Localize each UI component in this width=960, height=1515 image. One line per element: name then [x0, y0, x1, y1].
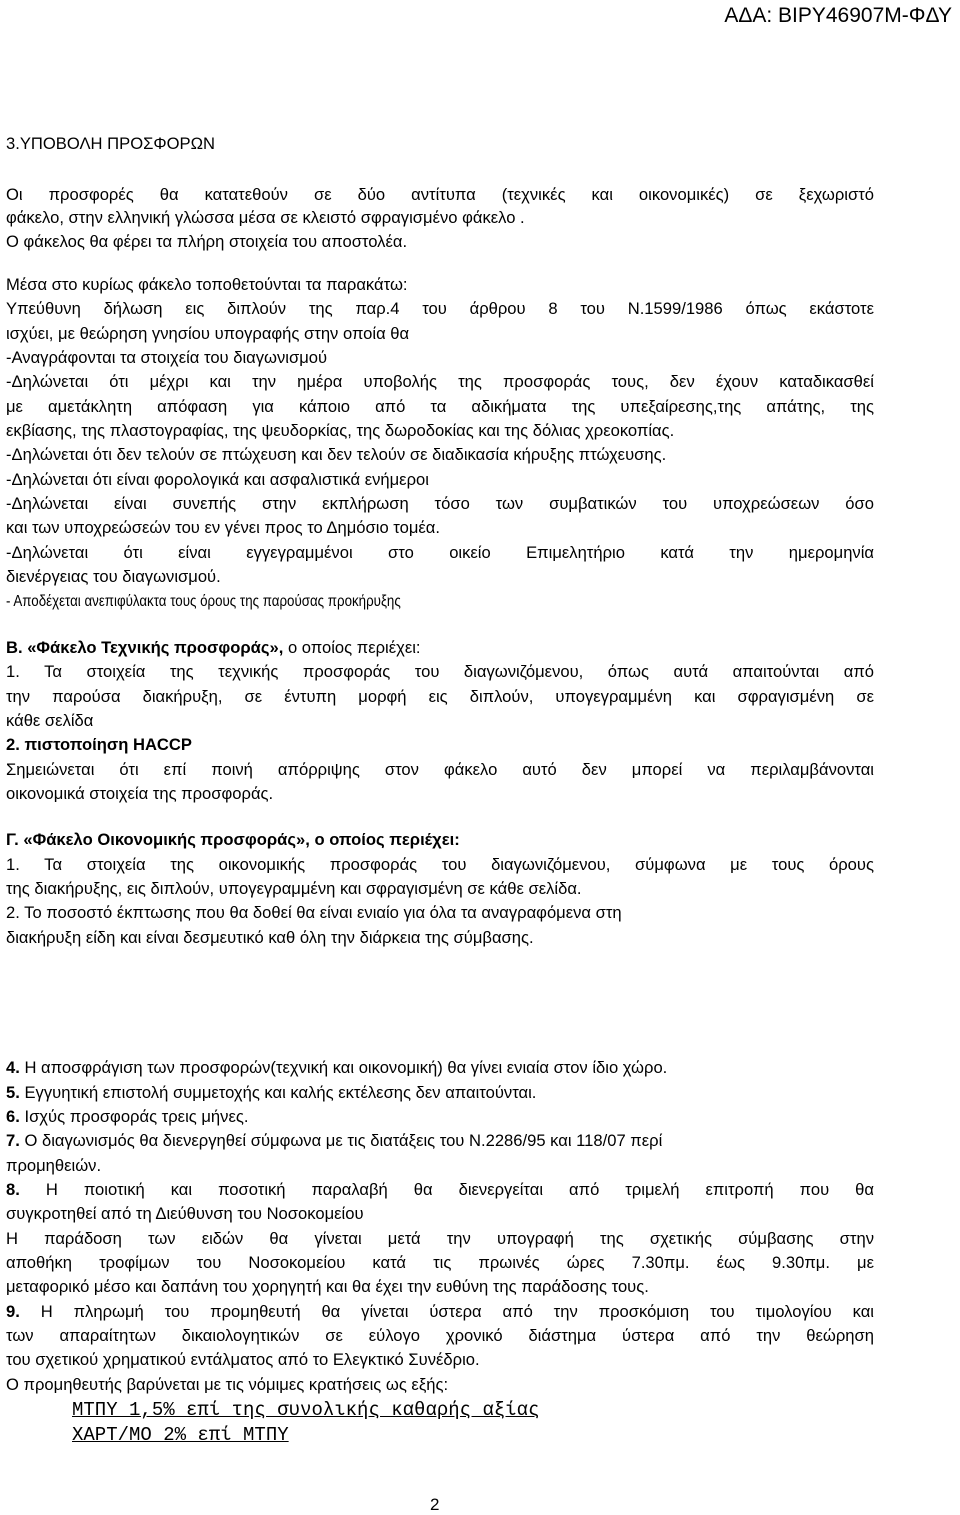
- text-line: την παρούσα διακήρυξη, σε έντυπη μορφή εις διπλούν, υπογεγραμμένη και σφραγισμένη σε: [6, 687, 874, 706]
- section-b-title-bold: Β. «Φάκελο Τεχνικής προσφοράς»,: [6, 638, 284, 657]
- ada-header: ΑΔΑ: ΒΙΡΥ46907Μ-ΦΔΥ: [724, 4, 952, 27]
- item-number: 4.: [6, 1058, 20, 1077]
- deduction-line: [72, 1399, 872, 1421]
- item-text: Ισχύς προσφοράς τρεις μήνες.: [19, 1107, 249, 1126]
- item-text: Η αποσφράγιση των προσφορών(τεχνική και οικονομική) θα γίνει ενιαία στον ίδιο χώρο.: [19, 1058, 668, 1077]
- item-number: 6.: [6, 1107, 20, 1126]
- section-title: 3.ΥΠΟΒΟΛΗ ΠΡΟΣΦΟΡΩΝ: [6, 134, 215, 153]
- section-g-title: Γ. «Φάκελο Οικονομικής προσφοράς», ο οποίος περιέχει:: [6, 830, 460, 849]
- text-line: -Αναγράφονται τα στοιχεία του διαγωνισμού: [6, 348, 328, 367]
- item-8: [6, 1179, 874, 1201]
- text-line: -Δηλώνεται ότι είναι εγγεγραμμένοι στο οικείο Επιμελητήριο κατά την ημερομηνία: [6, 543, 874, 562]
- text-line: διακήρυξη είδη και είναι δεσμευτικό καθ όλη την διάρκεια της σύμβασης.: [6, 928, 534, 947]
- item-text: Εγγυητική επιστολή συμμετοχής και καλής εκτέλεσης δεν απαιτούνται.: [19, 1083, 537, 1102]
- text-line: -Δηλώνεται ότι μέχρι και την ημέρα υποβολής της προσφοράς τους, δεν έχουν καταδικασθεί: [6, 372, 874, 391]
- item-number: 7.: [6, 1131, 20, 1150]
- page-number: 2: [430, 1495, 440, 1514]
- text-line: ισχύει, με θεώρηση γνησίου υπογραφής στην οποία θα: [6, 324, 410, 343]
- deduction-line: [72, 1424, 872, 1446]
- text-line: Σημειώνεται ότι επί ποινή απόρριψης στον φάκελο αυτό δεν μπορεί να περιλαμβάνονται: [6, 760, 874, 779]
- item-number: 5.: [6, 1083, 20, 1102]
- item-number: 8.: [6, 1180, 20, 1199]
- text-line: Υπεύθυνη δήλωση εις διπλούν της παρ.4 του άρθρου 8 του Ν.1599/1986 όπως εκάστοτε: [6, 299, 874, 318]
- text-line: με αμετάκλητη απόφαση για κάποιο από τα αδικήματα της υπεξαίρεσης,της απάτης, της: [6, 397, 874, 416]
- text-line: 2. Το ποσοστό έκπτωσης που θα δοθεί θα είναι ενιαίο για όλα τα αναγραφόμενα στη: [6, 903, 622, 922]
- item-5: [6, 1082, 874, 1104]
- text-line: οικονομικά στοιχεία της προσφοράς.: [6, 784, 274, 803]
- acceptance-line: - Αποδέχεται ανεπιφύλακτα τους όρους της παρούσας προκήρυξης: [6, 593, 401, 610]
- text-line: φάκελο, στην ελληνική γλώσσα μέσα σε κλειστό σφραγισμένο φάκελο .: [6, 208, 525, 227]
- text-line: Ο προμηθευτής βαρύνεται με τις νόμιμες κρατήσεις ως εξής:: [6, 1375, 449, 1394]
- section-b-title: [6, 637, 874, 659]
- text-line: -Δηλώνεται ότι δεν τελούν σε πτώχευση και δεν τελούν σε διαδικασία κήρυξης πτώχευσης.: [6, 445, 667, 464]
- text-line: αποθήκη τροφίμων του Νοσοκομείου κατά τις πρωινές ώρες 7.30πμ. έως 9.30πμ. με: [6, 1253, 874, 1272]
- text-line: Ο φάκελος θα φέρει τα πλήρη στοιχεία του αποστολέα.: [6, 232, 408, 251]
- deduction-mtpy: ΜΤΠΥ 1,5% επί της συνολικής καθαρής αξίας: [72, 1399, 540, 1421]
- text-line: Η παράδοση των ειδών θα γίνεται μετά την υπογραφή της σχετικής σύμβασης στην: [6, 1229, 874, 1248]
- item-6: [6, 1106, 874, 1128]
- text-line: Οι προσφορές θα κατατεθούν σε δύο αντίτυπα (τεχνικές και οικονομικές) σε ξεχωριστό: [6, 185, 874, 204]
- text-line: και των υποχρεώσεών του εν γένει προς το Δημόσιο τομέα.: [6, 518, 441, 537]
- text-line: 1. Τα στοιχεία της τεχνικής προσφοράς του διαγωνιζόμενου, όπως αυτά απαιτούνται από: [6, 662, 874, 681]
- deduction-chartmo: ΧΑΡΤ/ΜΟ 2% επί ΜΤΠΥ: [72, 1424, 289, 1446]
- text-line: διενέργειας του διαγωνισμού.: [6, 567, 221, 586]
- text-line: συγκροτηθεί από τη Διεύθυνση του Νοσοκομείου: [6, 1204, 364, 1223]
- text-line: 1. Τα στοιχεία της οικονομικής προσφοράς του διαγωνιζόμενου, σύμφωνα με τους όρους: [6, 855, 874, 874]
- item-7: [6, 1130, 874, 1152]
- text-line: -Δηλώνεται είναι συνεπής στην εκπλήρωση τόσο των συμβατικών του υποχρεώσεων όσο: [6, 494, 874, 513]
- text-line: προμηθειών.: [6, 1156, 102, 1175]
- item-text: Η πληρωμή του προμηθευτή θα γίνεται ύστερα από την προσκόμιση του τιμολογίου και: [19, 1302, 874, 1321]
- text-line: εκβίασης, της πλαστογραφίας, της ψευδορκίας, της δωροδοκίας και της δόλιας χρεοκοπίας.: [6, 421, 675, 440]
- text-line: του σχετικού χρηματικού εντάλματος από το Ελεγκτικό Συνέδριο.: [6, 1350, 480, 1369]
- item-text: Η ποιοτική και ποσοτική παραλαβή θα διενεργείται από τριμελή επιτροπή που θα: [19, 1180, 874, 1199]
- item-4: [6, 1057, 874, 1079]
- text-line: των απαραίτητων δικαιολογητικών σε εύλογο χρονικό διάστημα ύστερα από την θεώρηση: [6, 1326, 874, 1345]
- item-9: [6, 1301, 874, 1323]
- section-b-title-rest: ο οποίος περιέχει:: [283, 638, 421, 657]
- haccp-line: 2. πιστοποίηση HACCP: [6, 735, 192, 754]
- text-line: μεταφορικό μέσο και δαπάνη του χορηγητή και θα έχει την ευθύνη της παράδοσης τους.: [6, 1277, 649, 1296]
- text-line: Μέσα στο κυρίως φάκελο τοποθετούνται τα παρακάτω:: [6, 275, 408, 294]
- item-text: Ο διαγωνισμός θα διενεργηθεί σύμφωνα με τις διατάξεις του Ν.2286/95 και 118/07 περί: [19, 1131, 663, 1150]
- text-line: [6, 590, 874, 613]
- text-line: της διακήρυξης, εις διπλούν, υπογεγραμμένη και σφραγισμένη σε κάθε σελίδα.: [6, 879, 582, 898]
- item-number: 9.: [6, 1302, 20, 1321]
- text-line: -Δηλώνεται ότι είναι φορολογικά και ασφαλιστικά ενήμεροι: [6, 470, 429, 489]
- text-line: κάθε σελίδα: [6, 711, 94, 730]
